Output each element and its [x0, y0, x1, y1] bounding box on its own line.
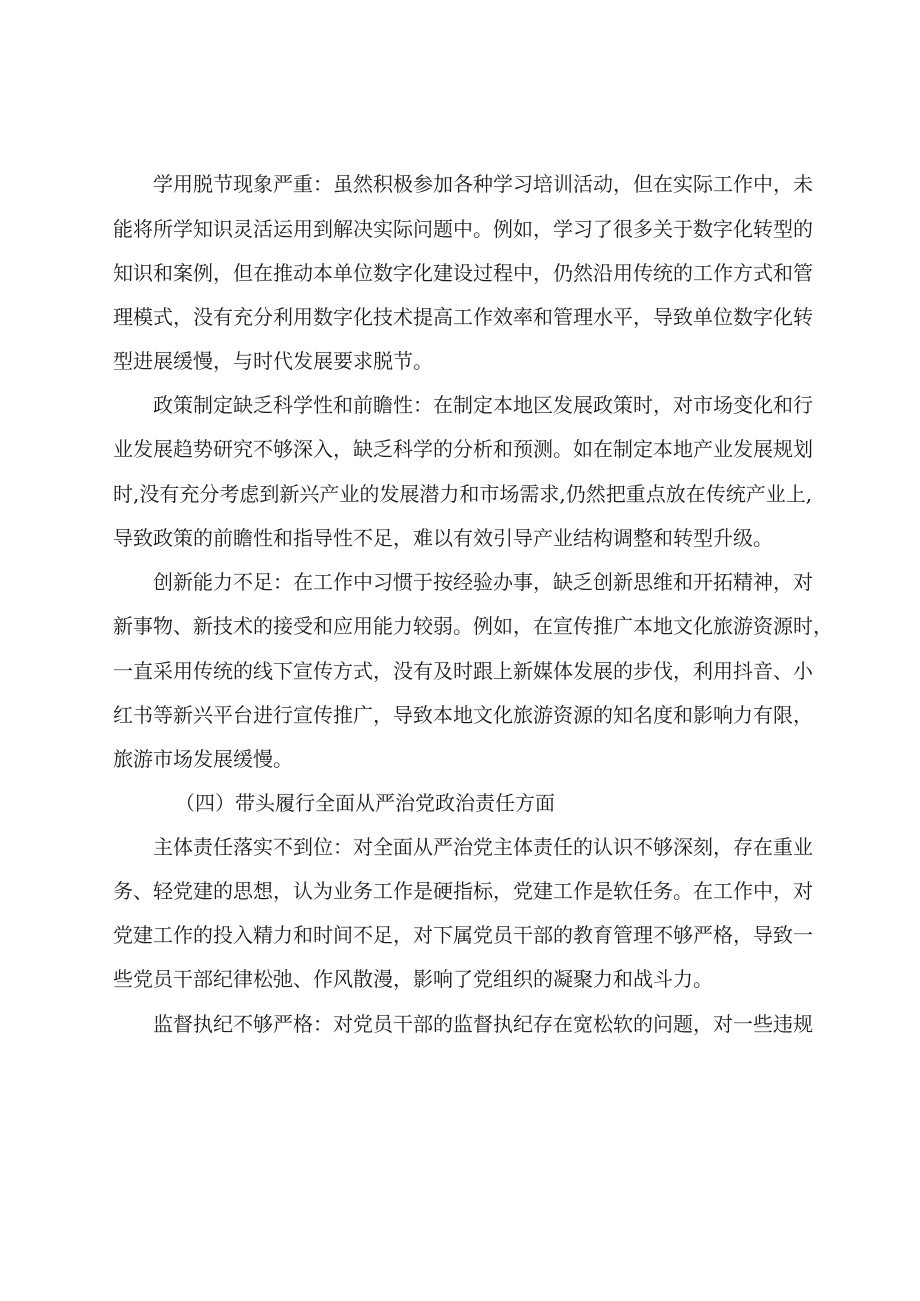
text-line: 型进展缓慢，与时代发展要求脱节。 [113, 349, 433, 373]
text-line: 一直采用传统的线下宣传方式，没有及时跟上新媒体发展的步伐，利用抖音、小 [113, 659, 813, 683]
section-heading: （四）带头履行全面从严治党政治责任方面 [175, 791, 555, 815]
text-line: 知识和案例，但在推动本单位数字化建设过程中，仍然沿用传统的工作方式和管 [113, 261, 813, 285]
text-line: 主体责任落实不到位：对全面从严治党主体责任的认识不够深刻，存在重业 [153, 835, 813, 859]
text-line: 创新能力不足：在工作中习惯于按经验办事，缺乏创新思维和开拓精神，对 [153, 570, 813, 594]
text-line: 理模式，没有充分利用数字化技术提高工作效率和管理水平，导致单位数字化转 [113, 305, 813, 329]
text-line: 旅游市场发展缓慢。 [113, 747, 293, 771]
text-line: 新事物、新技术的接受和应用能力较弱。例如，在宣传推广本地文化旅游资源时， [113, 614, 833, 638]
text-line: 务、轻党建的思想，认为业务工作是硬指标，党建工作是软任务。在工作中，对 [113, 879, 813, 903]
text-line: 监督执纪不够严格：对党员干部的监督执纪存在宽松软的问题，对一些违规 [153, 1012, 813, 1036]
text-line: 政策制定缺乏科学性和前瞻性：在制定本地区发展政策时，对市场变化和行 [153, 393, 813, 417]
text-line: 时,没有充分考虑到新兴产业的发展潜力和市场需求,仍然把重点放在传统产业上, [113, 482, 813, 506]
text-line: 党建工作的投入精力和时间不足，对下属党员干部的教育管理不够严格，导致一 [113, 923, 813, 947]
text-line: 能将所学知识灵活运用到解决实际问题中。例如，学习了很多关于数字化转型的 [113, 217, 813, 241]
text-line: 红书等新兴平台进行宣传推广，导致本地文化旅游资源的知名度和影响力有限， [113, 703, 813, 727]
text-line: 业发展趋势研究不够深入，缺乏科学的分析和预测。如在制定本地产业发展规划 [113, 437, 813, 461]
text-line: 导致政策的前瞻性和指导性不足，难以有效引导产业结构调整和转型升级。 [113, 526, 773, 550]
text-line: 些党员干部纪律松弛、作风散漫，影响了党组织的凝聚力和战斗力。 [113, 967, 713, 991]
text-line: 学用脱节现象严重：虽然积极参加各种学习培训活动，但在实际工作中，未 [153, 172, 813, 196]
